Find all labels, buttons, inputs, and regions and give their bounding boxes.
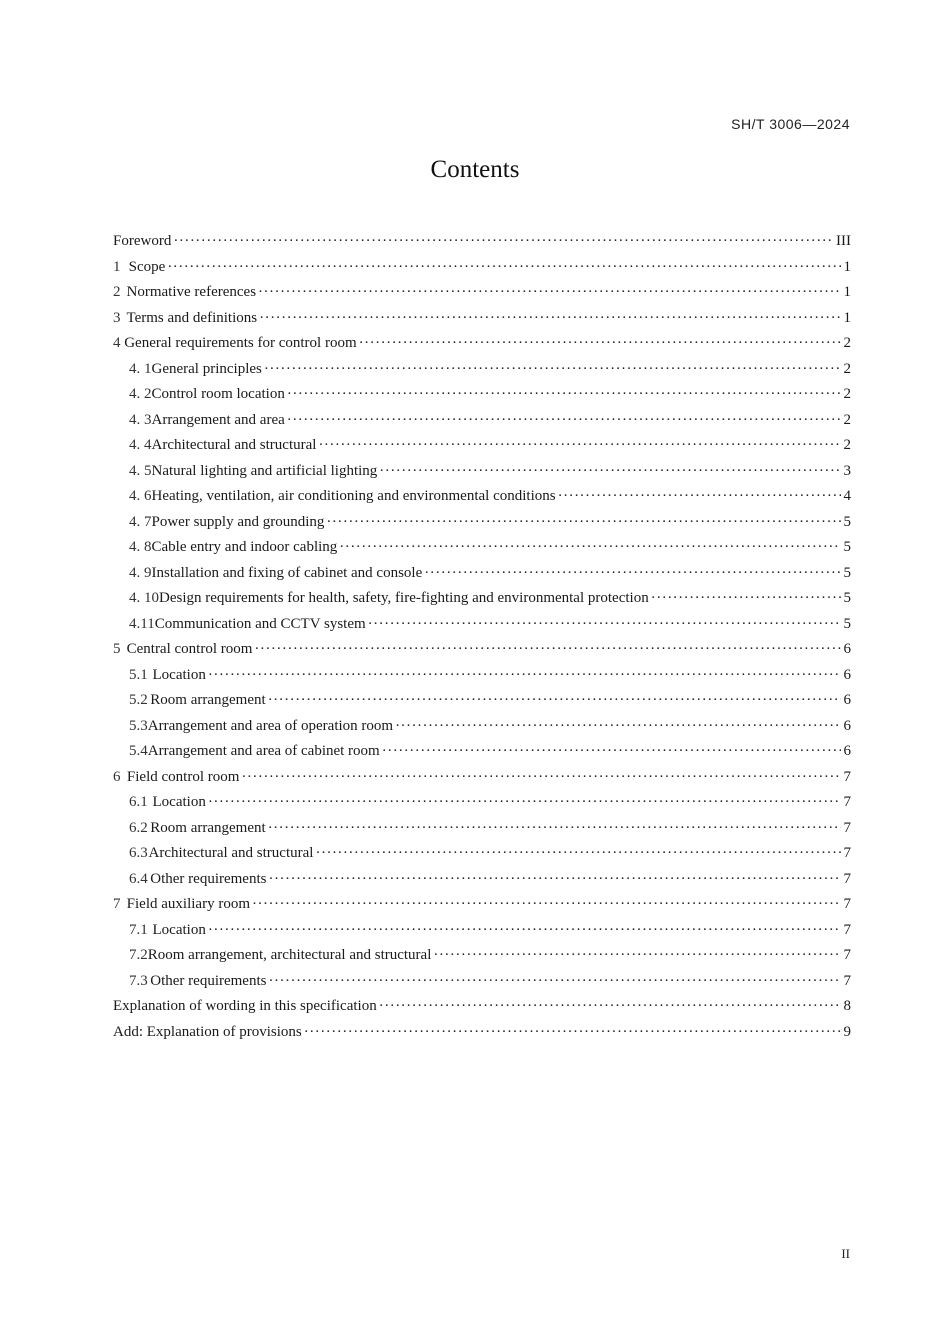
toc-entry-page: 5	[843, 564, 851, 581]
toc-entry[interactable]	[113, 714, 851, 740]
toc-entry-label: Power supply and grounding	[151, 513, 325, 530]
toc-dot-leader	[339, 535, 841, 561]
toc-entry-number: 7	[113, 896, 121, 912]
toc-entry-page: III	[836, 233, 851, 249]
toc-entry-number: 4. 1	[129, 360, 152, 377]
toc-dot-leader	[208, 918, 841, 944]
toc-entry-number: 6.4	[129, 870, 148, 887]
toc-entry[interactable]	[113, 459, 851, 485]
toc-dot-leader	[558, 484, 841, 510]
toc-entry-page: 3	[843, 462, 851, 479]
toc-dot-leader	[259, 306, 841, 332]
toc-entry-number: 6.1	[129, 794, 148, 810]
toc-entry[interactable]	[113, 663, 851, 689]
toc-entry[interactable]	[113, 484, 851, 510]
toc-dot-leader	[268, 688, 841, 714]
toc-dot-leader	[268, 867, 841, 893]
toc-entry-page: 7	[843, 896, 851, 912]
toc-dot-leader	[268, 816, 841, 842]
toc-entry[interactable]	[113, 280, 851, 306]
toc-entry[interactable]	[113, 229, 851, 255]
toc-dot-leader	[651, 586, 841, 612]
toc-dot-leader	[315, 841, 841, 867]
toc-entry-page: 5	[843, 590, 851, 606]
toc-entry-number: 2	[113, 284, 121, 300]
toc-entry-page: 7	[843, 972, 851, 989]
toc-entry-label: Room arrangement	[150, 819, 266, 836]
document-code: SH/T 3006—2024	[731, 116, 850, 132]
toc-entry[interactable]	[113, 612, 851, 638]
toc-entry[interactable]	[113, 382, 851, 408]
toc-entry-label: Arrangement and area of cabinet room	[147, 743, 380, 759]
toc-entry-number: 1	[113, 258, 121, 275]
toc-entry-label: General requirements for control room	[124, 335, 357, 351]
toc-entry-label: Other requirements	[150, 972, 267, 989]
toc-entry-label: Location	[152, 921, 206, 938]
page-title: Contents	[430, 156, 520, 183]
toc-entry-page: 5	[843, 539, 851, 555]
toc-entry-label: Foreword	[113, 233, 172, 249]
toc-entry-number: 4. 5	[129, 462, 152, 479]
toc-entry-number: 4. 10	[129, 590, 159, 606]
toc-entry[interactable]	[113, 994, 851, 1020]
toc-entry[interactable]	[113, 790, 851, 816]
toc-dot-leader	[287, 382, 841, 408]
toc-entry[interactable]	[113, 688, 851, 714]
toc-entry-label: Field auxiliary room	[126, 896, 250, 912]
toc-entry-number: 7.1	[129, 921, 148, 938]
toc-entry[interactable]	[113, 510, 851, 536]
toc-entry[interactable]	[113, 535, 851, 561]
toc-entry-number: 4	[113, 335, 121, 351]
toc-entry-page: 7	[843, 768, 851, 785]
toc-entry-page: 7	[843, 870, 851, 887]
toc-entry-page: 6	[843, 717, 851, 734]
toc-entry-page: 6	[843, 692, 851, 708]
toc-entry-label: Cable entry and indoor cabling	[151, 539, 338, 555]
toc-entry-number: 7.3	[129, 972, 148, 989]
toc-entry-label: General principles	[151, 360, 262, 377]
toc-dot-leader	[326, 510, 841, 536]
toc-entry-label: Other requirements	[150, 870, 267, 887]
toc-dot-leader	[208, 790, 841, 816]
toc-entry-page: 4	[843, 488, 851, 504]
toc-entry-label: Architectural and structural	[148, 845, 314, 861]
toc-entry[interactable]	[113, 357, 851, 383]
toc-entry-page: 9	[843, 1023, 851, 1040]
toc-dot-leader	[318, 433, 841, 459]
toc-dot-leader	[258, 280, 841, 306]
toc-entry-number: 5.2	[129, 692, 148, 708]
toc-dot-leader	[264, 357, 841, 383]
toc-dot-leader	[268, 969, 841, 995]
toc-entry-page: 7	[843, 819, 851, 836]
toc-entry-page: 5	[843, 513, 851, 530]
toc-entry-label: Natural lighting and artificial lighting	[151, 462, 378, 479]
toc-entry[interactable]	[113, 969, 851, 995]
toc-entry-page: 1	[843, 258, 851, 275]
toc-dot-leader	[382, 739, 841, 765]
toc-dot-leader	[359, 331, 841, 357]
toc-entry-label: Arrangement and area of operation room	[147, 717, 394, 734]
toc-entry-number: 5.4	[129, 743, 148, 759]
toc-entry-page: 6	[843, 666, 851, 683]
toc-entry-number: 5.3	[129, 717, 148, 734]
toc-entry[interactable]	[113, 255, 851, 281]
toc-entry-label: Heating, ventilation, air conditioning and environmental conditions	[151, 488, 556, 504]
toc-entry[interactable]	[113, 433, 851, 459]
toc-entry[interactable]	[113, 637, 851, 663]
toc-entry[interactable]	[113, 816, 851, 842]
toc-entry[interactable]	[113, 331, 851, 357]
toc-entry[interactable]	[113, 867, 851, 893]
toc-entry[interactable]	[113, 943, 851, 969]
toc-entry-label: Architectural and structural	[151, 437, 317, 453]
toc-entry-page: 6	[843, 743, 851, 759]
toc-dot-leader	[173, 229, 834, 255]
toc-entry[interactable]	[113, 586, 851, 612]
toc-entry-label: Room arrangement	[150, 692, 266, 708]
toc-entry-page: 7	[843, 845, 851, 861]
toc-dot-leader	[241, 765, 841, 791]
toc-entry-number: 4. 3	[129, 411, 152, 428]
toc-entry-number: 5.1	[129, 666, 148, 683]
toc-entry-page: 7	[843, 794, 851, 810]
toc-entry-number: 7.2	[129, 947, 148, 963]
toc-entry-page: 1	[843, 284, 851, 300]
toc-dot-leader	[395, 714, 841, 740]
table-of-contents	[113, 229, 851, 1045]
toc-entry-number: 3	[113, 309, 121, 326]
toc-entry-number: 4. 4	[129, 437, 152, 453]
toc-entry-label: Normative references	[126, 284, 257, 300]
toc-entry-page: 8	[843, 998, 851, 1014]
toc-entry-page: 7	[843, 921, 851, 938]
toc-entry-label: Field control room	[126, 768, 240, 785]
toc-dot-leader	[254, 637, 841, 663]
toc-entry-label: Central control room	[126, 641, 253, 657]
toc-entry-page: 1	[843, 309, 851, 326]
toc-entry-label: Room arrangement, architectural and structural	[147, 947, 432, 963]
toc-dot-leader	[424, 561, 841, 587]
toc-entry-number: 4. 6	[129, 488, 152, 504]
toc-dot-leader	[379, 994, 841, 1020]
toc-entry-label: Terms and definitions	[126, 309, 258, 326]
toc-entry-number: 5	[113, 641, 121, 657]
toc-entry-label: Explanation of wording in this specification	[113, 998, 377, 1014]
toc-entry-label: Location	[152, 666, 206, 683]
toc-dot-leader	[252, 892, 841, 918]
toc-entry[interactable]	[113, 306, 851, 332]
toc-dot-leader	[433, 943, 841, 969]
toc-dot-leader	[379, 459, 841, 485]
toc-entry-page: 2	[843, 386, 851, 402]
toc-entry[interactable]	[113, 841, 851, 867]
toc-dot-leader	[208, 663, 841, 689]
toc-dot-leader	[368, 612, 841, 638]
toc-entry-label: Scope	[128, 258, 166, 275]
toc-entry-label: Installation and fixing of cabinet and console	[151, 564, 423, 581]
toc-entry-page: 2	[843, 437, 851, 453]
toc-entry-label: Communication and CCTV system	[154, 615, 366, 632]
toc-entry[interactable]	[113, 765, 851, 791]
toc-entry[interactable]	[113, 561, 851, 587]
toc-entry-label: Arrangement and area	[151, 411, 285, 428]
toc-entry-number: 4.11	[129, 615, 155, 632]
toc-entry-page: 7	[843, 947, 851, 963]
toc-entry-number: 4. 9	[129, 564, 152, 581]
toc-entry-number: 6.3	[129, 845, 148, 861]
toc-entry-page: 5	[843, 615, 851, 632]
toc-entry-number: 6	[113, 768, 121, 785]
toc-entry-number: 4. 7	[129, 513, 152, 530]
toc-entry-page: 2	[843, 360, 851, 377]
toc-entry-label: Location	[152, 794, 206, 810]
toc-entry[interactable]	[113, 892, 851, 918]
toc-dot-leader	[304, 1020, 841, 1046]
toc-entry-number: 6.2	[129, 819, 148, 836]
toc-dot-leader	[167, 255, 841, 281]
toc-entry[interactable]	[113, 918, 851, 944]
toc-entry-number: 4. 2	[129, 386, 152, 402]
toc-entry-page: 6	[843, 641, 851, 657]
toc-entry[interactable]	[113, 739, 851, 765]
toc-entry[interactable]	[113, 408, 851, 434]
footer-page-number: II	[841, 1246, 850, 1261]
toc-entry-label: Add: Explanation of provisions	[113, 1023, 302, 1040]
toc-entry-page: 2	[843, 335, 851, 351]
toc-dot-leader	[287, 408, 841, 434]
toc-entry-label: Design requirements for health, safety, fire-fighting and environmental protection	[159, 590, 649, 606]
toc-entry-page: 2	[843, 411, 851, 428]
toc-entry[interactable]	[113, 1020, 851, 1046]
toc-entry-number: 4. 8	[129, 539, 152, 555]
toc-entry-label: Control room location	[151, 386, 285, 402]
